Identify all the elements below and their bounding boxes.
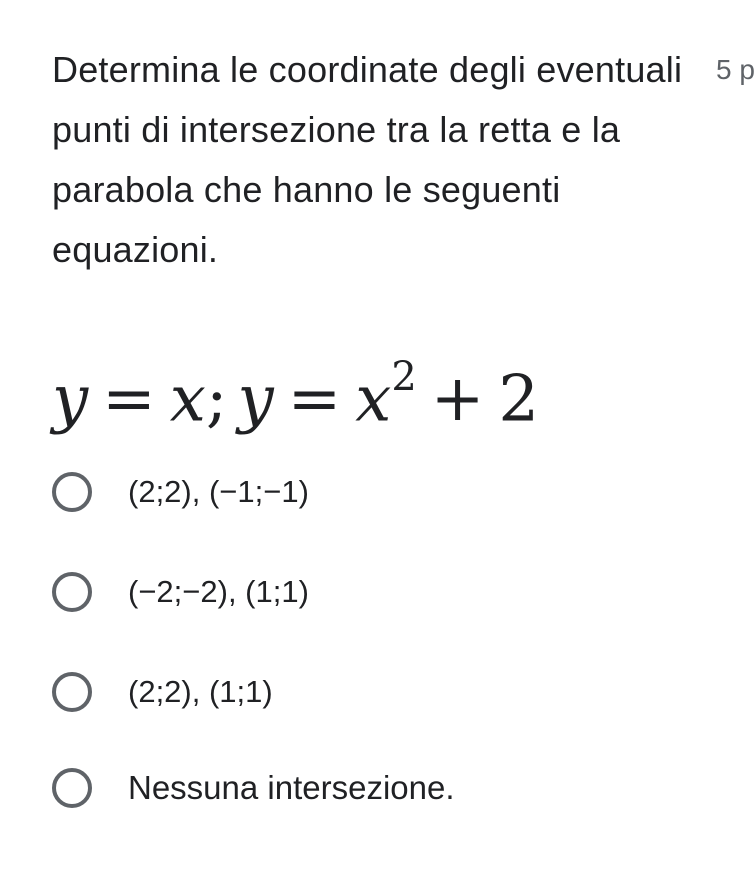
equation-separator: ; xyxy=(205,362,228,437)
answer-option-3[interactable] xyxy=(52,662,273,722)
radio-button-icon[interactable] xyxy=(52,572,92,612)
answer-option-4[interactable] xyxy=(52,758,455,818)
answer-option-label: (2;2), (1;1) xyxy=(128,674,273,709)
equation-y2: y xyxy=(237,362,274,437)
equation-plus: + xyxy=(430,362,485,437)
equation-x1: x xyxy=(169,362,206,437)
answer-option-1[interactable] xyxy=(52,462,309,522)
equation-y1: y xyxy=(52,362,89,437)
equation-x2: x xyxy=(355,362,392,437)
radio-button-icon[interactable] xyxy=(52,472,92,512)
equation-constant: 2 xyxy=(498,362,540,437)
question-title: Determina le coordinate degli eventuali punti di intersezione tra la retta e la parabola che hanno le seguenti equazioni. xyxy=(52,49,683,270)
radio-button-icon[interactable] xyxy=(52,672,92,712)
answer-option-2[interactable] xyxy=(52,562,309,622)
question-points: 5 p xyxy=(716,54,755,85)
answer-option-label: (−2;−2), (1;1) xyxy=(128,574,309,609)
equation-exponent: 2 xyxy=(391,354,417,400)
radio-button-icon[interactable] xyxy=(52,768,92,808)
equation-equals-2: = xyxy=(287,362,342,437)
equation-equals-1: = xyxy=(102,362,156,437)
answer-option-label: (2;2), (−1;−1) xyxy=(128,474,309,509)
equation xyxy=(52,330,539,440)
answer-option-label: Nessuna intersezione. xyxy=(128,769,455,806)
